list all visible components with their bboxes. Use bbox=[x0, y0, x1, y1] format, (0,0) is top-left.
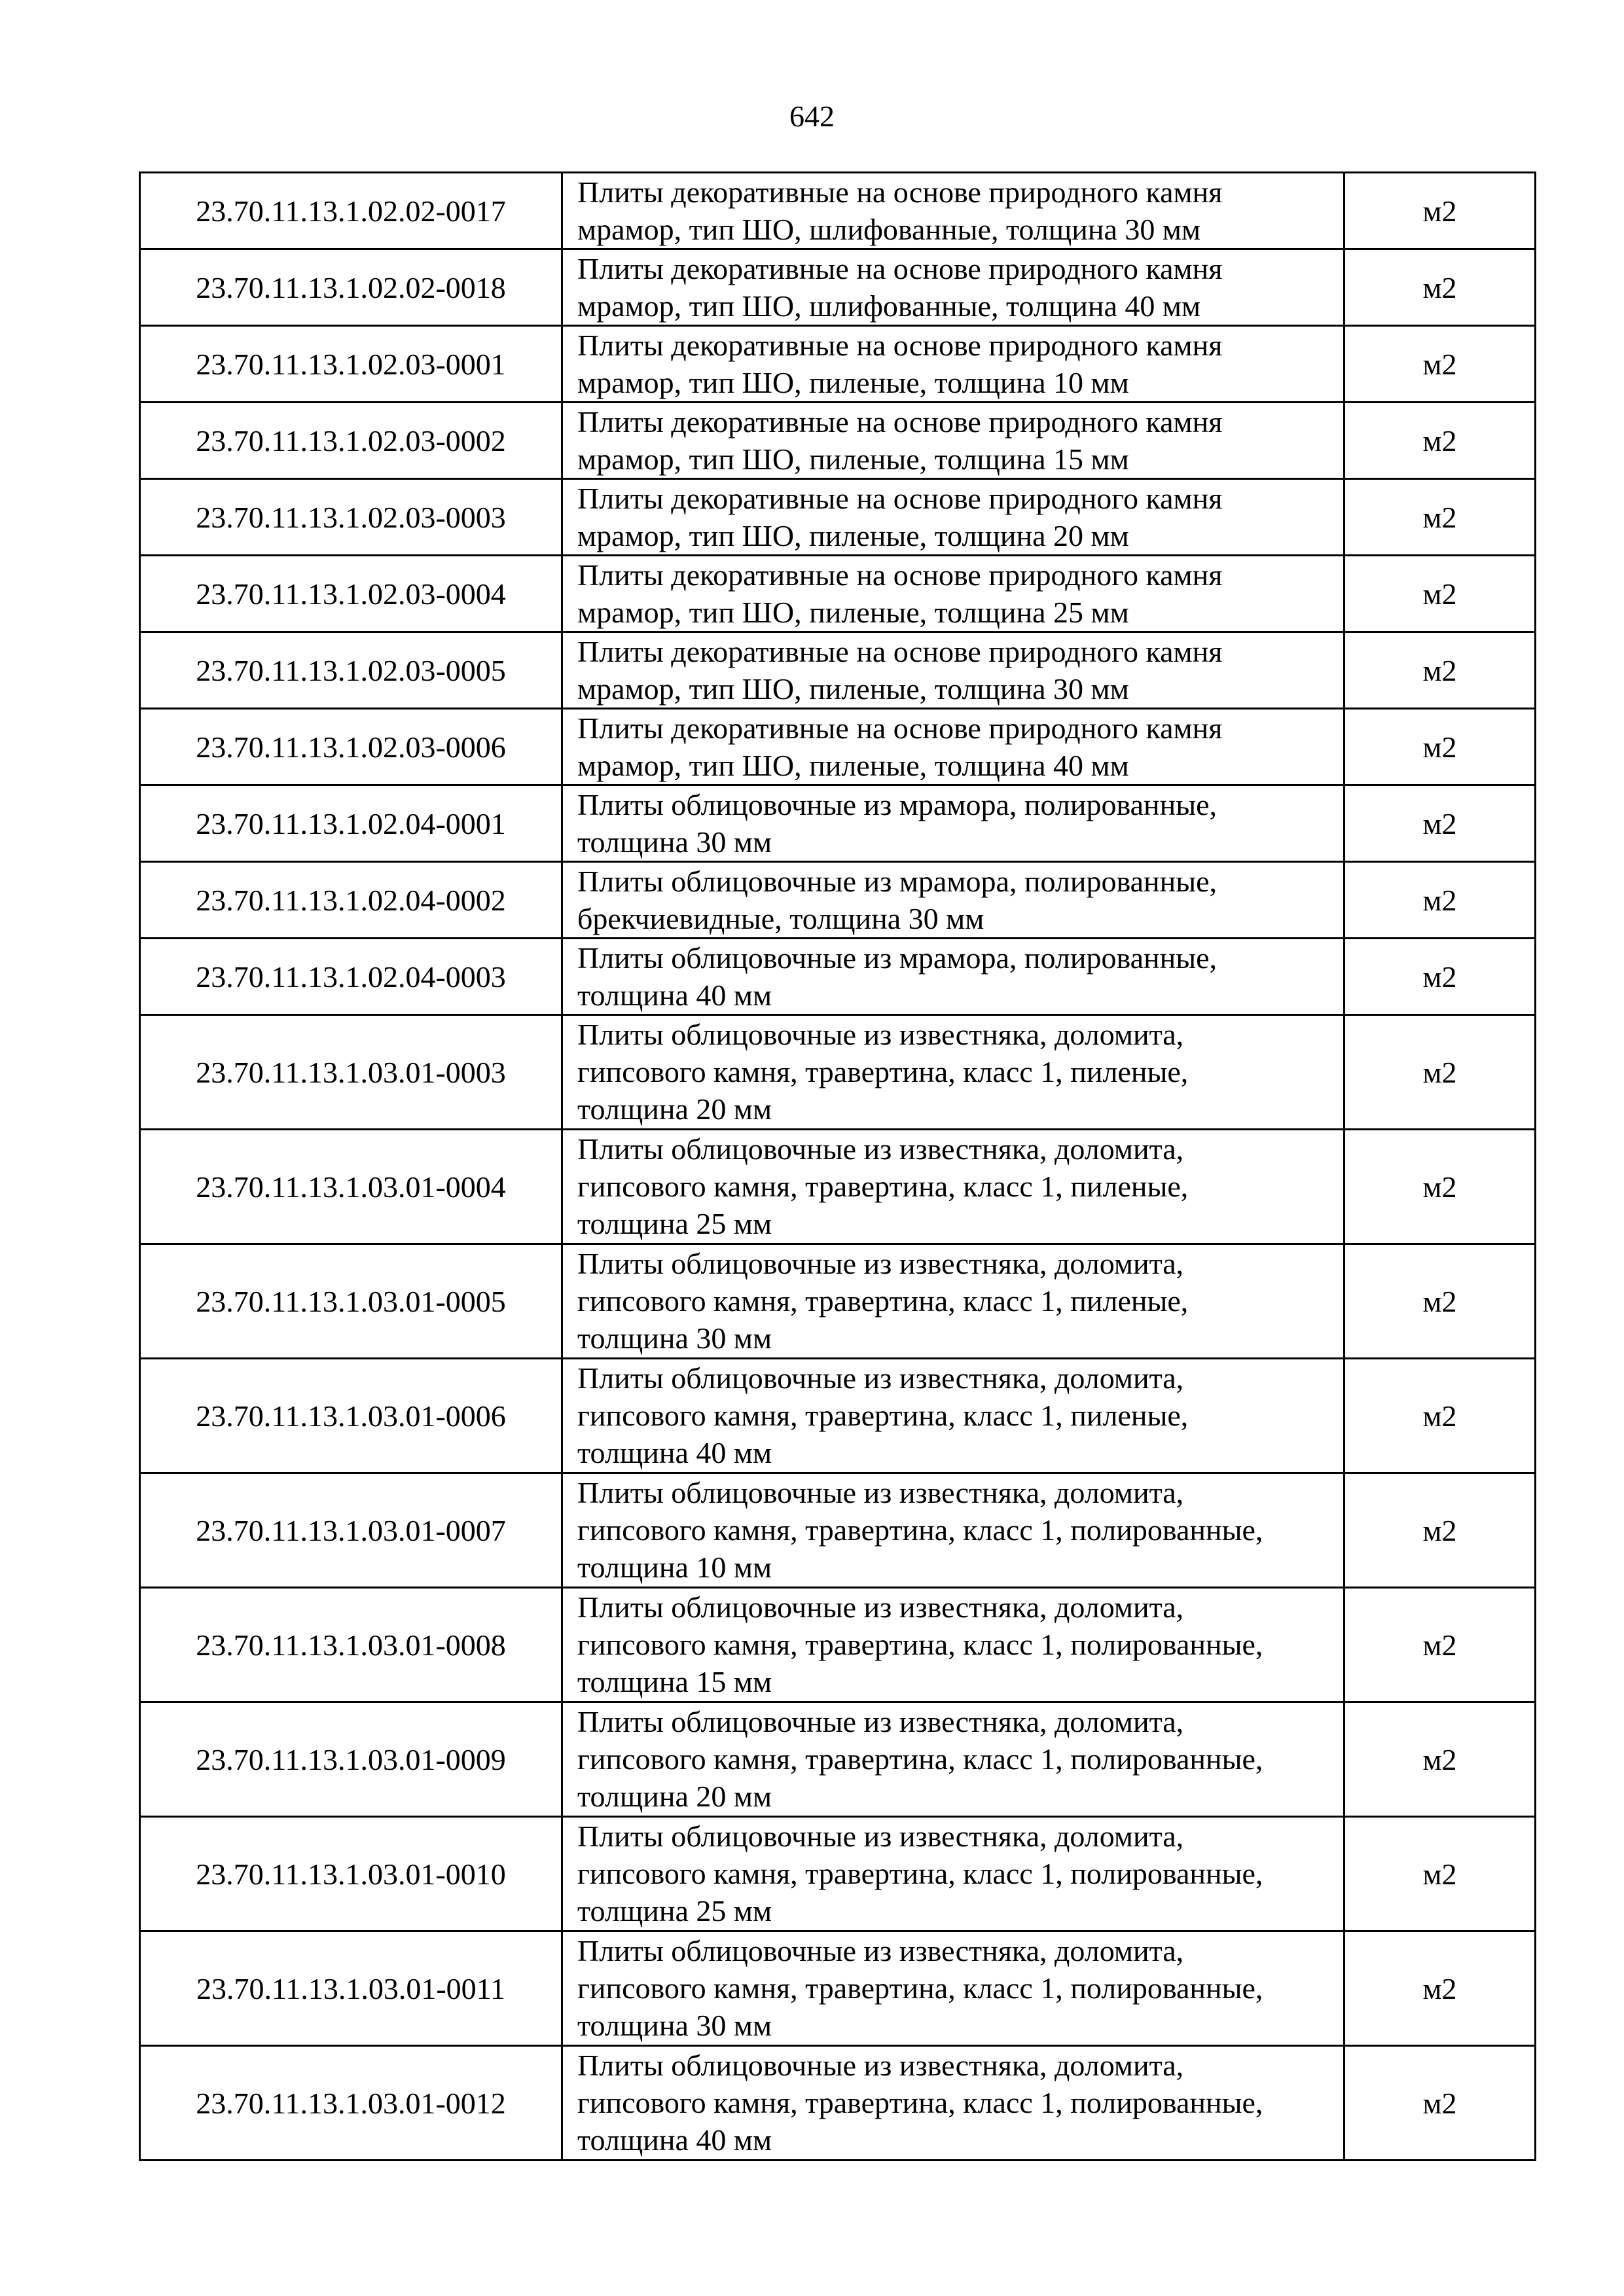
item-name-line: гипсового камня, травертина, класс 1, пиленые, bbox=[577, 1170, 1189, 1203]
page-number: 642 bbox=[789, 99, 835, 133]
item-unit-cell: м2 bbox=[1344, 479, 1536, 556]
item-name-cell bbox=[562, 1130, 1344, 1244]
item-name-line: толщина 10 мм bbox=[577, 1551, 772, 1584]
item-unit-cell: м2 bbox=[1344, 249, 1536, 326]
table-row bbox=[140, 632, 1536, 709]
table-row bbox=[140, 1588, 1536, 1702]
materials-table-body bbox=[140, 173, 1536, 2161]
item-name-line: толщина 40 мм bbox=[577, 1436, 772, 1469]
item-name-cell bbox=[562, 939, 1344, 1015]
item-name-cell bbox=[562, 1588, 1344, 1702]
item-name-line: толщина 30 мм bbox=[577, 1321, 772, 1355]
item-name-line: Плиты декоративные на основе природного камня bbox=[577, 175, 1223, 209]
item-code-cell: 23.70.11.13.1.03.01-0010 bbox=[140, 1817, 562, 1931]
item-name-line: Плиты облицовочные из известняка, доломита, bbox=[577, 1132, 1184, 1166]
item-code-cell: 23.70.11.13.1.02.04-0003 bbox=[140, 939, 562, 1015]
item-name-line: Плиты облицовочные из известняка, доломита, bbox=[577, 1820, 1184, 1853]
item-name-line: Плиты облицовочные из мрамора, полированные, bbox=[577, 865, 1218, 898]
item-name-line: мрамор, тип ШО, шлифованные, толщина 40 мм bbox=[577, 289, 1201, 323]
table-row bbox=[140, 709, 1536, 785]
item-name-line: толщина 20 мм bbox=[577, 1092, 772, 1126]
table-row bbox=[140, 862, 1536, 939]
item-name-line: гипсового камня, травертина, класс 1, полированные, bbox=[577, 1857, 1263, 1890]
item-name-line: гипсового камня, травертина, класс 1, полированные, bbox=[577, 1742, 1263, 1776]
item-unit-cell: м2 bbox=[1344, 1817, 1536, 1931]
item-code-cell: 23.70.11.13.1.02.03-0001 bbox=[140, 326, 562, 403]
item-unit-cell: м2 bbox=[1344, 403, 1536, 479]
table-row bbox=[140, 1130, 1536, 1244]
item-code-cell: 23.70.11.13.1.03.01-0008 bbox=[140, 1588, 562, 1702]
item-name-cell bbox=[562, 556, 1344, 632]
item-name-line: Плиты декоративные на основе природного камня bbox=[577, 329, 1223, 362]
item-name-line: гипсового камня, травертина, класс 1, пиленые, bbox=[577, 1284, 1189, 1318]
item-unit-cell: м2 bbox=[1344, 1931, 1536, 2046]
item-name-line: толщина 30 мм bbox=[577, 825, 772, 859]
item-name-line: толщина 30 мм bbox=[577, 2009, 772, 2042]
item-name-line: Плиты декоративные на основе природного камня bbox=[577, 482, 1223, 515]
item-unit-cell: м2 bbox=[1344, 2046, 1536, 2161]
item-name-cell bbox=[562, 173, 1344, 249]
item-name-line: толщина 20 мм bbox=[577, 1780, 772, 1813]
item-name-line: брекчиевидные, толщина 30 мм bbox=[577, 902, 984, 935]
item-code-cell: 23.70.11.13.1.03.01-0011 bbox=[140, 1931, 562, 2046]
item-code-cell: 23.70.11.13.1.02.03-0006 bbox=[140, 709, 562, 785]
item-name-line: Плиты облицовочные из мрамора, полированные, bbox=[577, 941, 1218, 975]
item-name-cell bbox=[562, 2046, 1344, 2161]
item-unit-cell: м2 bbox=[1344, 785, 1536, 862]
item-code-cell: 23.70.11.13.1.02.04-0001 bbox=[140, 785, 562, 862]
table-row bbox=[140, 326, 1536, 403]
item-name-line: Плиты облицовочные из известняка, доломита, bbox=[577, 1590, 1184, 1624]
item-unit-cell: м2 bbox=[1344, 1015, 1536, 1130]
item-code-cell: 23.70.11.13.1.03.01-0003 bbox=[140, 1015, 562, 1130]
item-unit-cell: м2 bbox=[1344, 173, 1536, 249]
table-row bbox=[140, 1817, 1536, 1931]
item-name-line: мрамор, тип ШО, пиленые, толщина 30 мм bbox=[577, 672, 1129, 706]
item-name-line: Плиты облицовочные из известняка, доломита, bbox=[577, 1934, 1184, 1967]
item-name-cell bbox=[562, 1359, 1344, 1473]
item-name-line: Плиты облицовочные из известняка, доломита, bbox=[577, 1361, 1184, 1395]
item-name-line: толщина 25 мм bbox=[577, 1207, 772, 1240]
item-unit-cell: м2 bbox=[1344, 556, 1536, 632]
item-unit-cell: м2 bbox=[1344, 326, 1536, 403]
table-row bbox=[140, 785, 1536, 862]
item-unit-cell: м2 bbox=[1344, 709, 1536, 785]
table-row bbox=[140, 556, 1536, 632]
item-code-cell: 23.70.11.13.1.03.01-0006 bbox=[140, 1359, 562, 1473]
item-code-cell: 23.70.11.13.1.03.01-0004 bbox=[140, 1130, 562, 1244]
table-row bbox=[140, 403, 1536, 479]
item-name-line: Плиты декоративные на основе природного камня bbox=[577, 405, 1223, 439]
table-row bbox=[140, 2046, 1536, 2161]
item-name-line: Плиты облицовочные из известняка, доломита, bbox=[577, 1476, 1184, 1509]
item-unit-cell: м2 bbox=[1344, 1473, 1536, 1588]
item-name-line: мрамор, тип ШО, пиленые, толщина 25 мм bbox=[577, 596, 1129, 629]
item-name-line: гипсового камня, травертина, класс 1, полированные, bbox=[577, 2086, 1263, 2119]
item-name-line: Плиты декоративные на основе природного камня bbox=[577, 711, 1223, 745]
item-code-cell: 23.70.11.13.1.02.02-0017 bbox=[140, 173, 562, 249]
table-row bbox=[140, 1931, 1536, 2046]
item-name-cell bbox=[562, 709, 1344, 785]
item-name-line: Плиты декоративные на основе природного камня bbox=[577, 558, 1223, 592]
table-row bbox=[140, 173, 1536, 249]
item-unit-cell: м2 bbox=[1344, 1359, 1536, 1473]
item-unit-cell: м2 bbox=[1344, 862, 1536, 939]
item-code-cell: 23.70.11.13.1.03.01-0012 bbox=[140, 2046, 562, 2161]
item-unit-cell: м2 bbox=[1344, 1702, 1536, 1817]
item-name-line: гипсового камня, травертина, класс 1, пиленые, bbox=[577, 1399, 1189, 1432]
item-code-cell: 23.70.11.13.1.02.03-0003 bbox=[140, 479, 562, 556]
item-unit-cell: м2 bbox=[1344, 632, 1536, 709]
item-name-cell bbox=[562, 1702, 1344, 1817]
materials-table bbox=[139, 171, 1536, 2161]
item-name-line: гипсового камня, травертина, класс 1, полированные, bbox=[577, 1971, 1263, 2005]
table-row bbox=[140, 479, 1536, 556]
item-name-cell bbox=[562, 403, 1344, 479]
item-name-line: Плиты декоративные на основе природного камня bbox=[577, 635, 1223, 668]
item-name-cell bbox=[562, 1817, 1344, 1931]
item-name-cell bbox=[562, 249, 1344, 326]
item-name-line: Плиты облицовочные из известняка, доломита, bbox=[577, 1018, 1184, 1051]
item-code-cell: 23.70.11.13.1.03.01-0005 bbox=[140, 1244, 562, 1359]
item-name-line: Плиты декоративные на основе природного камня bbox=[577, 252, 1223, 285]
item-name-line: мрамор, тип ШО, пиленые, толщина 20 мм bbox=[577, 519, 1129, 552]
item-code-cell: 23.70.11.13.1.02.02-0018 bbox=[140, 249, 562, 326]
item-name-line: мрамор, тип ШО, пиленые, толщина 15 мм bbox=[577, 442, 1129, 476]
item-unit-cell: м2 bbox=[1344, 1244, 1536, 1359]
item-unit-cell: м2 bbox=[1344, 1130, 1536, 1244]
table-row bbox=[140, 249, 1536, 326]
item-code-cell: 23.70.11.13.1.03.01-0007 bbox=[140, 1473, 562, 1588]
item-code-cell: 23.70.11.13.1.02.03-0005 bbox=[140, 632, 562, 709]
item-name-cell bbox=[562, 479, 1344, 556]
item-name-line: Плиты облицовочные из известняка, доломита, bbox=[577, 2049, 1184, 2082]
item-name-line: Плиты облицовочные из известняка, доломита, bbox=[577, 1705, 1184, 1738]
item-code-cell: 23.70.11.13.1.02.03-0004 bbox=[140, 556, 562, 632]
item-name-line: толщина 40 мм bbox=[577, 2123, 772, 2157]
table-row bbox=[140, 1015, 1536, 1130]
item-code-cell: 23.70.11.13.1.03.01-0009 bbox=[140, 1702, 562, 1817]
item-name-line: мрамор, тип ШО, шлифованные, толщина 30 мм bbox=[577, 213, 1201, 246]
item-name-cell bbox=[562, 862, 1344, 939]
table-row bbox=[140, 1702, 1536, 1817]
item-name-line: мрамор, тип ШО, пиленые, толщина 40 мм bbox=[577, 749, 1129, 782]
item-code-cell: 23.70.11.13.1.02.03-0002 bbox=[140, 403, 562, 479]
item-name-line: Плиты облицовочные из известняка, доломита, bbox=[577, 1247, 1184, 1280]
item-name-cell bbox=[562, 632, 1344, 709]
table-row bbox=[140, 1473, 1536, 1588]
item-name-cell bbox=[562, 785, 1344, 862]
item-name-cell bbox=[562, 326, 1344, 403]
item-name-cell bbox=[562, 1473, 1344, 1588]
item-name-cell bbox=[562, 1931, 1344, 2046]
item-name-line: гипсового камня, травертина, класс 1, полированные, bbox=[577, 1513, 1263, 1547]
item-name-line: мрамор, тип ШО, пиленые, толщина 10 мм bbox=[577, 366, 1129, 399]
item-name-cell bbox=[562, 1015, 1344, 1130]
table-row bbox=[140, 1244, 1536, 1359]
item-code-cell: 23.70.11.13.1.02.04-0002 bbox=[140, 862, 562, 939]
item-name-line: толщина 15 мм bbox=[577, 1665, 772, 1698]
item-name-cell bbox=[562, 1244, 1344, 1359]
item-name-line: толщина 25 мм bbox=[577, 1894, 772, 1928]
item-name-line: гипсового камня, травертина, класс 1, полированные, bbox=[577, 1628, 1263, 1661]
table-row bbox=[140, 939, 1536, 1015]
item-name-line: толщина 40 мм bbox=[577, 978, 772, 1012]
table-row bbox=[140, 1359, 1536, 1473]
item-unit-cell: м2 bbox=[1344, 939, 1536, 1015]
item-name-line: гипсового камня, травертина, класс 1, пиленые, bbox=[577, 1055, 1189, 1088]
item-name-line: Плиты облицовочные из мрамора, полированные, bbox=[577, 788, 1218, 821]
item-unit-cell: м2 bbox=[1344, 1588, 1536, 1702]
